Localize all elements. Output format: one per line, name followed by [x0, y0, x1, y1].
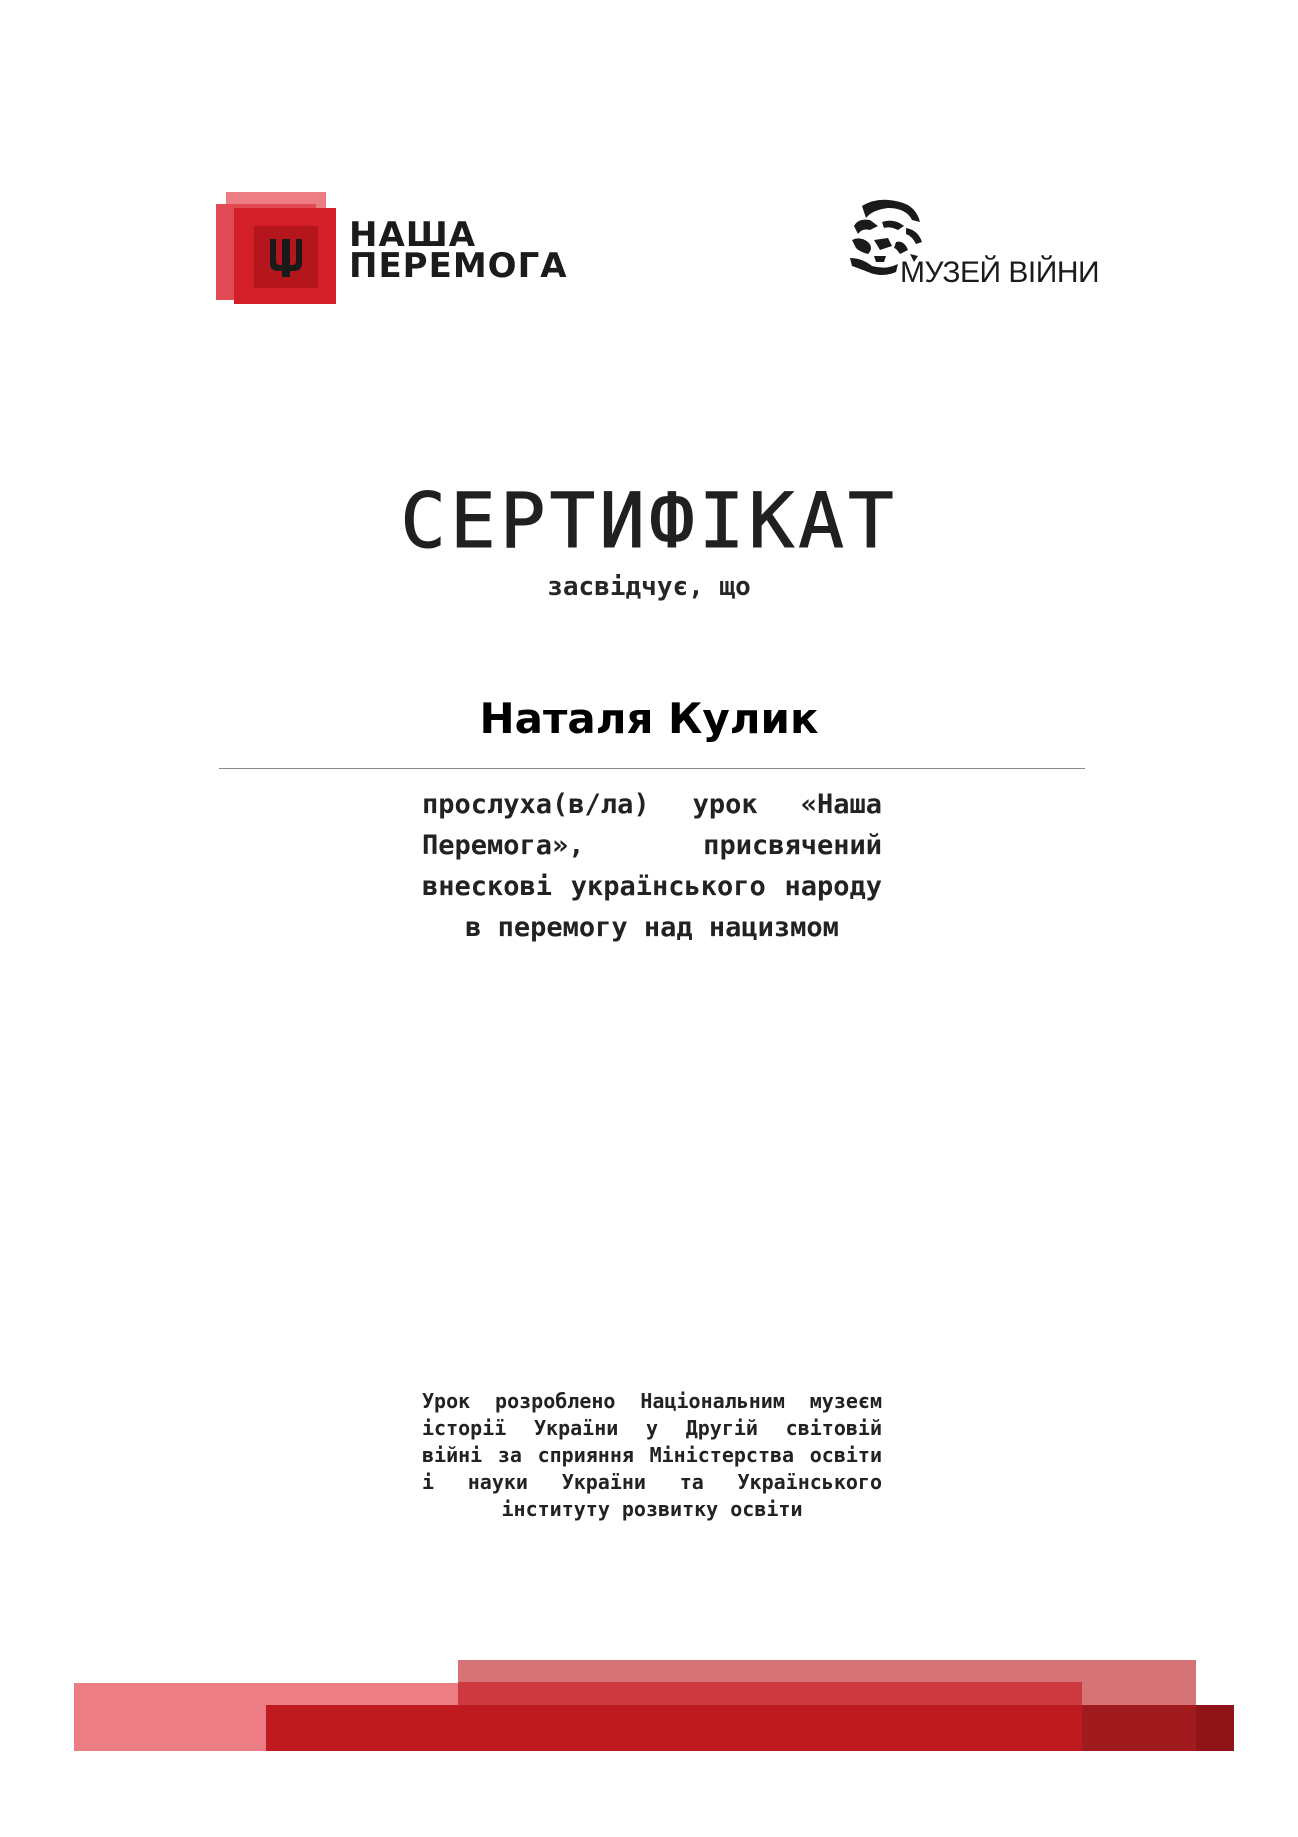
certificate-body-text: прослуха(в/ла) урок «Наша Перемога», присвячений внескові українського народу в перемогу над нацизмом — [422, 789, 882, 943]
trident-icon — [254, 226, 318, 288]
certificate-footer-text: Урок розроблено Національним музеєм історії України у Другій світовій війні за сприяння Міністерства освіти і науки України та Українського інституту розвитку освіти — [422, 1389, 882, 1521]
certificate-title: СЕРТИФІКАТ — [400, 476, 898, 565]
name-underline — [219, 768, 1085, 769]
certificate-subtitle: засвідчує, що — [547, 572, 751, 602]
logo-line-2: ПЕРЕМОГА — [349, 246, 568, 286]
decor-bar-bottom-red — [266, 1705, 1082, 1751]
recipient-name: Наталя Кулик — [479, 694, 819, 743]
decor-bar-middle — [458, 1682, 1082, 1706]
decor-bar-bottom-dark — [1082, 1705, 1196, 1751]
decor-bar-right-light — [1082, 1682, 1196, 1706]
muzei-viiny-wordmark: МУЗЕЙ ВІЙНИ — [900, 256, 1100, 289]
logo-line-1: НАША — [349, 215, 477, 255]
decor-bar-bottom-darkest — [1196, 1705, 1234, 1751]
nasha-peremoha-wordmark — [349, 215, 568, 286]
muzei-viiny-logo — [848, 196, 1118, 296]
nasha-peremoha-logo — [216, 186, 596, 306]
